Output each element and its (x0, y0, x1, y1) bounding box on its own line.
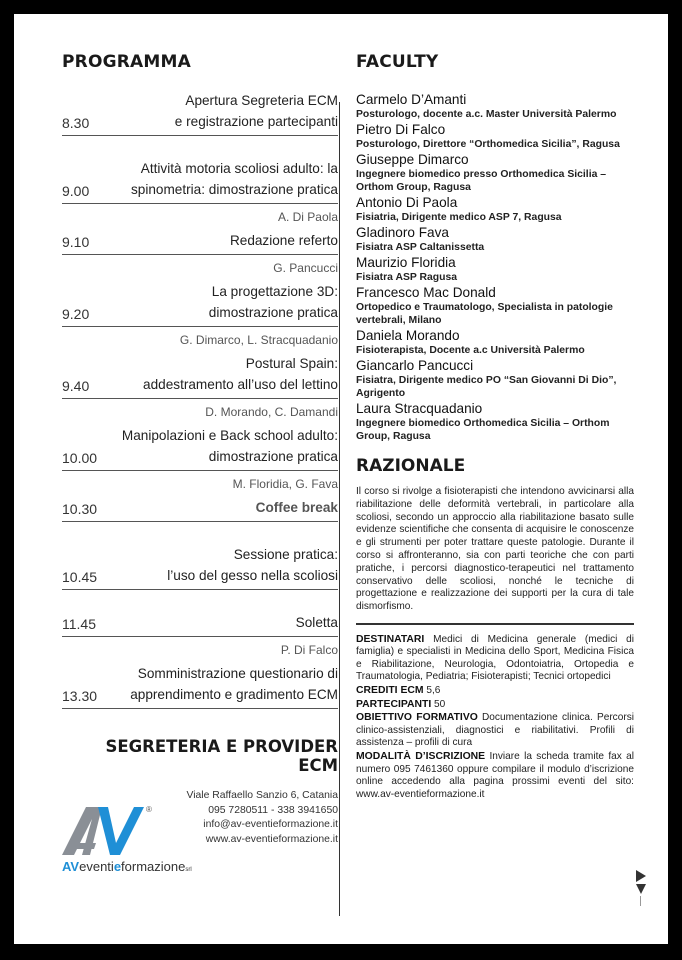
faculty-member (356, 284, 634, 327)
faculty-member (356, 400, 634, 443)
programma-speaker (62, 709, 338, 715)
programma-time: 10.30 (62, 501, 98, 517)
programma-time: 11.45 (62, 616, 96, 632)
segreteria-web[interactable]: www.av-eventieformazione.it (205, 833, 338, 845)
programma-time: 9.00 (62, 183, 90, 199)
programma-title: PROGRAMMA (62, 52, 191, 72)
programma-session-title (62, 90, 338, 132)
programma-time: 9.10 (62, 234, 90, 250)
partecipanti-row (356, 699, 634, 712)
crediti-value: 5,6 (426, 684, 441, 696)
programma-speaker: G. Dimarco, L. Stracquadanio (179, 333, 338, 347)
faculty-member-name: Giuseppe Dimarco (356, 152, 469, 167)
faculty-member-role: Ingegnere biomedico Orthomedica Sicilia – Orthom Group, Ragusa (356, 418, 610, 442)
programma-title-line: Attività motoria scoliosi adulto: la (140, 161, 338, 176)
segreteria-contacts (186, 789, 338, 847)
modalita-label: MODALITÀ D’ISCRIZIONE (356, 750, 486, 762)
faculty-member-role: Ingegnere biomedico presso Orthomedica Sicilia – Orthom Group, Ragusa (356, 169, 607, 193)
programma-session-title (62, 353, 338, 395)
obiettivo-label: OBIETTIVO FORMATIVO (356, 712, 478, 724)
faculty-member-role: Fisiatra ASP Ragusa (356, 272, 458, 283)
faculty-member (356, 327, 634, 357)
av-side-mark-icon (634, 868, 648, 908)
faculty-member-name: Giancarlo Pancucci (356, 358, 474, 373)
crediti-row (356, 685, 634, 698)
segreteria-phone: 095 7280511 - 338 3941650 (208, 804, 338, 816)
faculty-list (356, 91, 634, 443)
programma-time: 9.20 (62, 306, 90, 322)
programma-title-line: Redazione referto (229, 233, 338, 248)
programma-speaker: P. Di Falco (280, 643, 338, 657)
programma-title-line: dimostrazione pratica (208, 449, 338, 464)
programma-time: 9.40 (62, 378, 90, 394)
partecipanti-label: PARTECIPANTI (356, 698, 432, 710)
programma-title-line: Sessione pratica: (233, 547, 338, 562)
logo-text-formazione: formazione (121, 859, 186, 874)
programma-row (62, 158, 338, 204)
faculty-member (356, 91, 634, 121)
programma-speaker (62, 522, 338, 544)
programma-row (62, 90, 338, 136)
faculty-member (356, 194, 634, 224)
programma-session-title (62, 230, 338, 251)
faculty-member-name: Daniela Morando (356, 328, 460, 343)
faculty-member-role: Posturologo, docente a.c. Master Università Palermo (356, 109, 617, 120)
programma-session-title (62, 544, 338, 586)
programma-list (62, 90, 338, 715)
programma-title-line: dimostrazione pratica (208, 305, 338, 320)
razionale-title: RAZIONALE (356, 456, 466, 476)
faculty-member-name: Pietro Di Falco (356, 122, 446, 137)
destinatari-row (356, 634, 634, 684)
programma-speaker: D. Morando, C. Damandi (205, 405, 338, 419)
logo-text-e: e (113, 859, 122, 874)
programma-time: 10.00 (62, 450, 98, 466)
modalita-row (356, 751, 634, 801)
programma-session-title (62, 612, 338, 633)
faculty-member-role: Fisioterapista, Docente a.c Università Palermo (356, 345, 585, 356)
faculty-member (356, 224, 634, 254)
logo-text-srl: srl (185, 867, 192, 873)
programma-row (62, 425, 338, 471)
programma-row (62, 281, 338, 327)
programma-title-line: e registrazione partecipanti (174, 114, 338, 129)
programma-session-title (62, 425, 338, 467)
obiettivo-value: Documentazione clinica. Percorsi clinico-assistenziali, diagnostici e riabilitativi. Profili di assistenza – profili di cura (356, 712, 634, 749)
faculty-member-role: Fisiatra, Dirigente medico PO “San Giovanni Di Dio”, Agrigento (356, 375, 617, 399)
faculty-member-role: Fisiatra ASP Caltanissetta (356, 242, 485, 253)
faculty-member-name: Laura Stracquadanio (356, 401, 483, 416)
faculty-column (356, 52, 634, 802)
faculty-member-name: Gladinoro Fava (356, 225, 449, 240)
programma-row (62, 353, 338, 399)
partecipanti-value: 50 (434, 698, 446, 710)
programma-title-line: Manipolazioni e Back school adulto: (121, 428, 338, 443)
faculty-member (356, 357, 634, 400)
column-divider (339, 102, 340, 916)
programma-title-line: Apertura Segreteria ECM (185, 93, 338, 108)
segreteria-address: Viale Raffaello Sanzio 6, Catania (186, 790, 338, 801)
section-divider (356, 623, 634, 625)
faculty-member (356, 254, 634, 284)
faculty-member-name: Maurizio Floridia (356, 255, 456, 270)
faculty-member (356, 121, 634, 151)
programma-session-title (62, 497, 338, 518)
programma-title-line: Coffee break (255, 500, 338, 515)
info-block (356, 634, 634, 802)
programma-title-line: Soletta (295, 615, 338, 630)
programma-time: 8.30 (62, 115, 90, 131)
programma-session-title (62, 281, 338, 323)
programma-speaker: A. Di Paola (277, 210, 338, 224)
faculty-member-name: Francesco Mac Donald (356, 285, 496, 300)
programma-row (62, 230, 338, 255)
obiettivo-row (356, 712, 634, 750)
programma-time: 10.45 (62, 569, 98, 585)
programma-title-line: addestramento all’uso del lettino (143, 377, 338, 392)
programma-title-line: Postural Spain: (245, 356, 338, 371)
programma-title-line: l’uso del gesso nella scoliosi (167, 568, 338, 583)
programma-title-line: La progettazione 3D: (211, 284, 338, 299)
faculty-title: FACULTY (356, 52, 439, 72)
faculty-member-name: Antonio Di Paola (356, 195, 458, 210)
razionale-text: Il corso si rivolge a fisioterapisti che intendono avvicinarsi alla riabilitazione delle deformità vertebrali, in particolare alla scoliosi, secondo un approccio alla riabilitazione basato sulle evidenze scientifiche che consenta di acquisire le conoscenze e gli strumenti per poter trattare queste patologie. Durante il corso si affronteranno, sia con parti teoriche che con parti pratiche, i percorsi diagnostico-terapeutici nel trattamento conservativo delle scoliosi, nonché le tecniche di progettazione e realizzazione dei supporti per la cura di tale dismorfismo. (356, 486, 634, 613)
programma-speaker: M. Floridia, G. Fava (232, 477, 338, 491)
logo-text-eventi: eventi (79, 859, 114, 874)
faculty-member-role: Ortopedico e Traumatologo, Specialista in patologie vertebrali, Milano (356, 302, 613, 326)
programma-row (62, 497, 338, 522)
faculty-member-name: Carmelo D’Amanti (356, 92, 467, 107)
programma-speaker (62, 136, 338, 158)
faculty-member-role: Fisiatria, Dirigente medico ASP 7, Ragusa (356, 212, 562, 223)
segreteria-title: SEGRETERIA E PROVIDER ECM (105, 737, 338, 775)
programma-speaker (62, 590, 338, 612)
programma-column (62, 52, 338, 874)
programma-title-line: apprendimento e gradimento ECM (130, 687, 338, 702)
crediti-label: CREDITI ECM (356, 684, 424, 696)
destinatari-label: DESTINATARI (356, 633, 425, 645)
segreteria-email[interactable]: info@av-eventieformazione.it (203, 819, 338, 831)
programma-row (62, 612, 338, 637)
programma-row (62, 544, 338, 590)
programma-title-line: spinometria: dimostrazione pratica (130, 182, 338, 197)
brochure-page (14, 14, 668, 944)
segreteria-block (62, 789, 338, 874)
registered-mark: ® (146, 805, 152, 814)
programma-row (62, 663, 338, 709)
programma-session-title (62, 158, 338, 200)
programma-time: 13.30 (62, 688, 98, 704)
faculty-member-role: Posturologo, Direttore “Orthomedica Sicilia”, Ragusa (356, 139, 620, 150)
programma-session-title (62, 663, 338, 705)
faculty-member (356, 151, 634, 194)
programma-title-line: Somministrazione questionario di (137, 666, 338, 681)
modalita-value: Inviare la scheda tramite fax al numero 095 7461360 oppure compilare il modulo d’iscrizione online accedendo alla pagina prossimi eventi del sito: www.av-eventieformazione.it (356, 750, 634, 800)
destinatari-value: Medici di Medicina generale (medici di famiglia) e specialisti in Medicina dello Sport, Medicina Fisica e Riabilitazione, Neurologia, Odontoiatria, Ortopedia e Traumatologia, Pediatria; Fisioterapisti; Tecnici ortopedici (356, 633, 634, 683)
av-logo-mark (62, 805, 152, 857)
logo-text-prefix: AV (62, 859, 80, 874)
logo-wordmark (62, 859, 192, 874)
programma-speaker: G. Pancucci (273, 261, 338, 275)
